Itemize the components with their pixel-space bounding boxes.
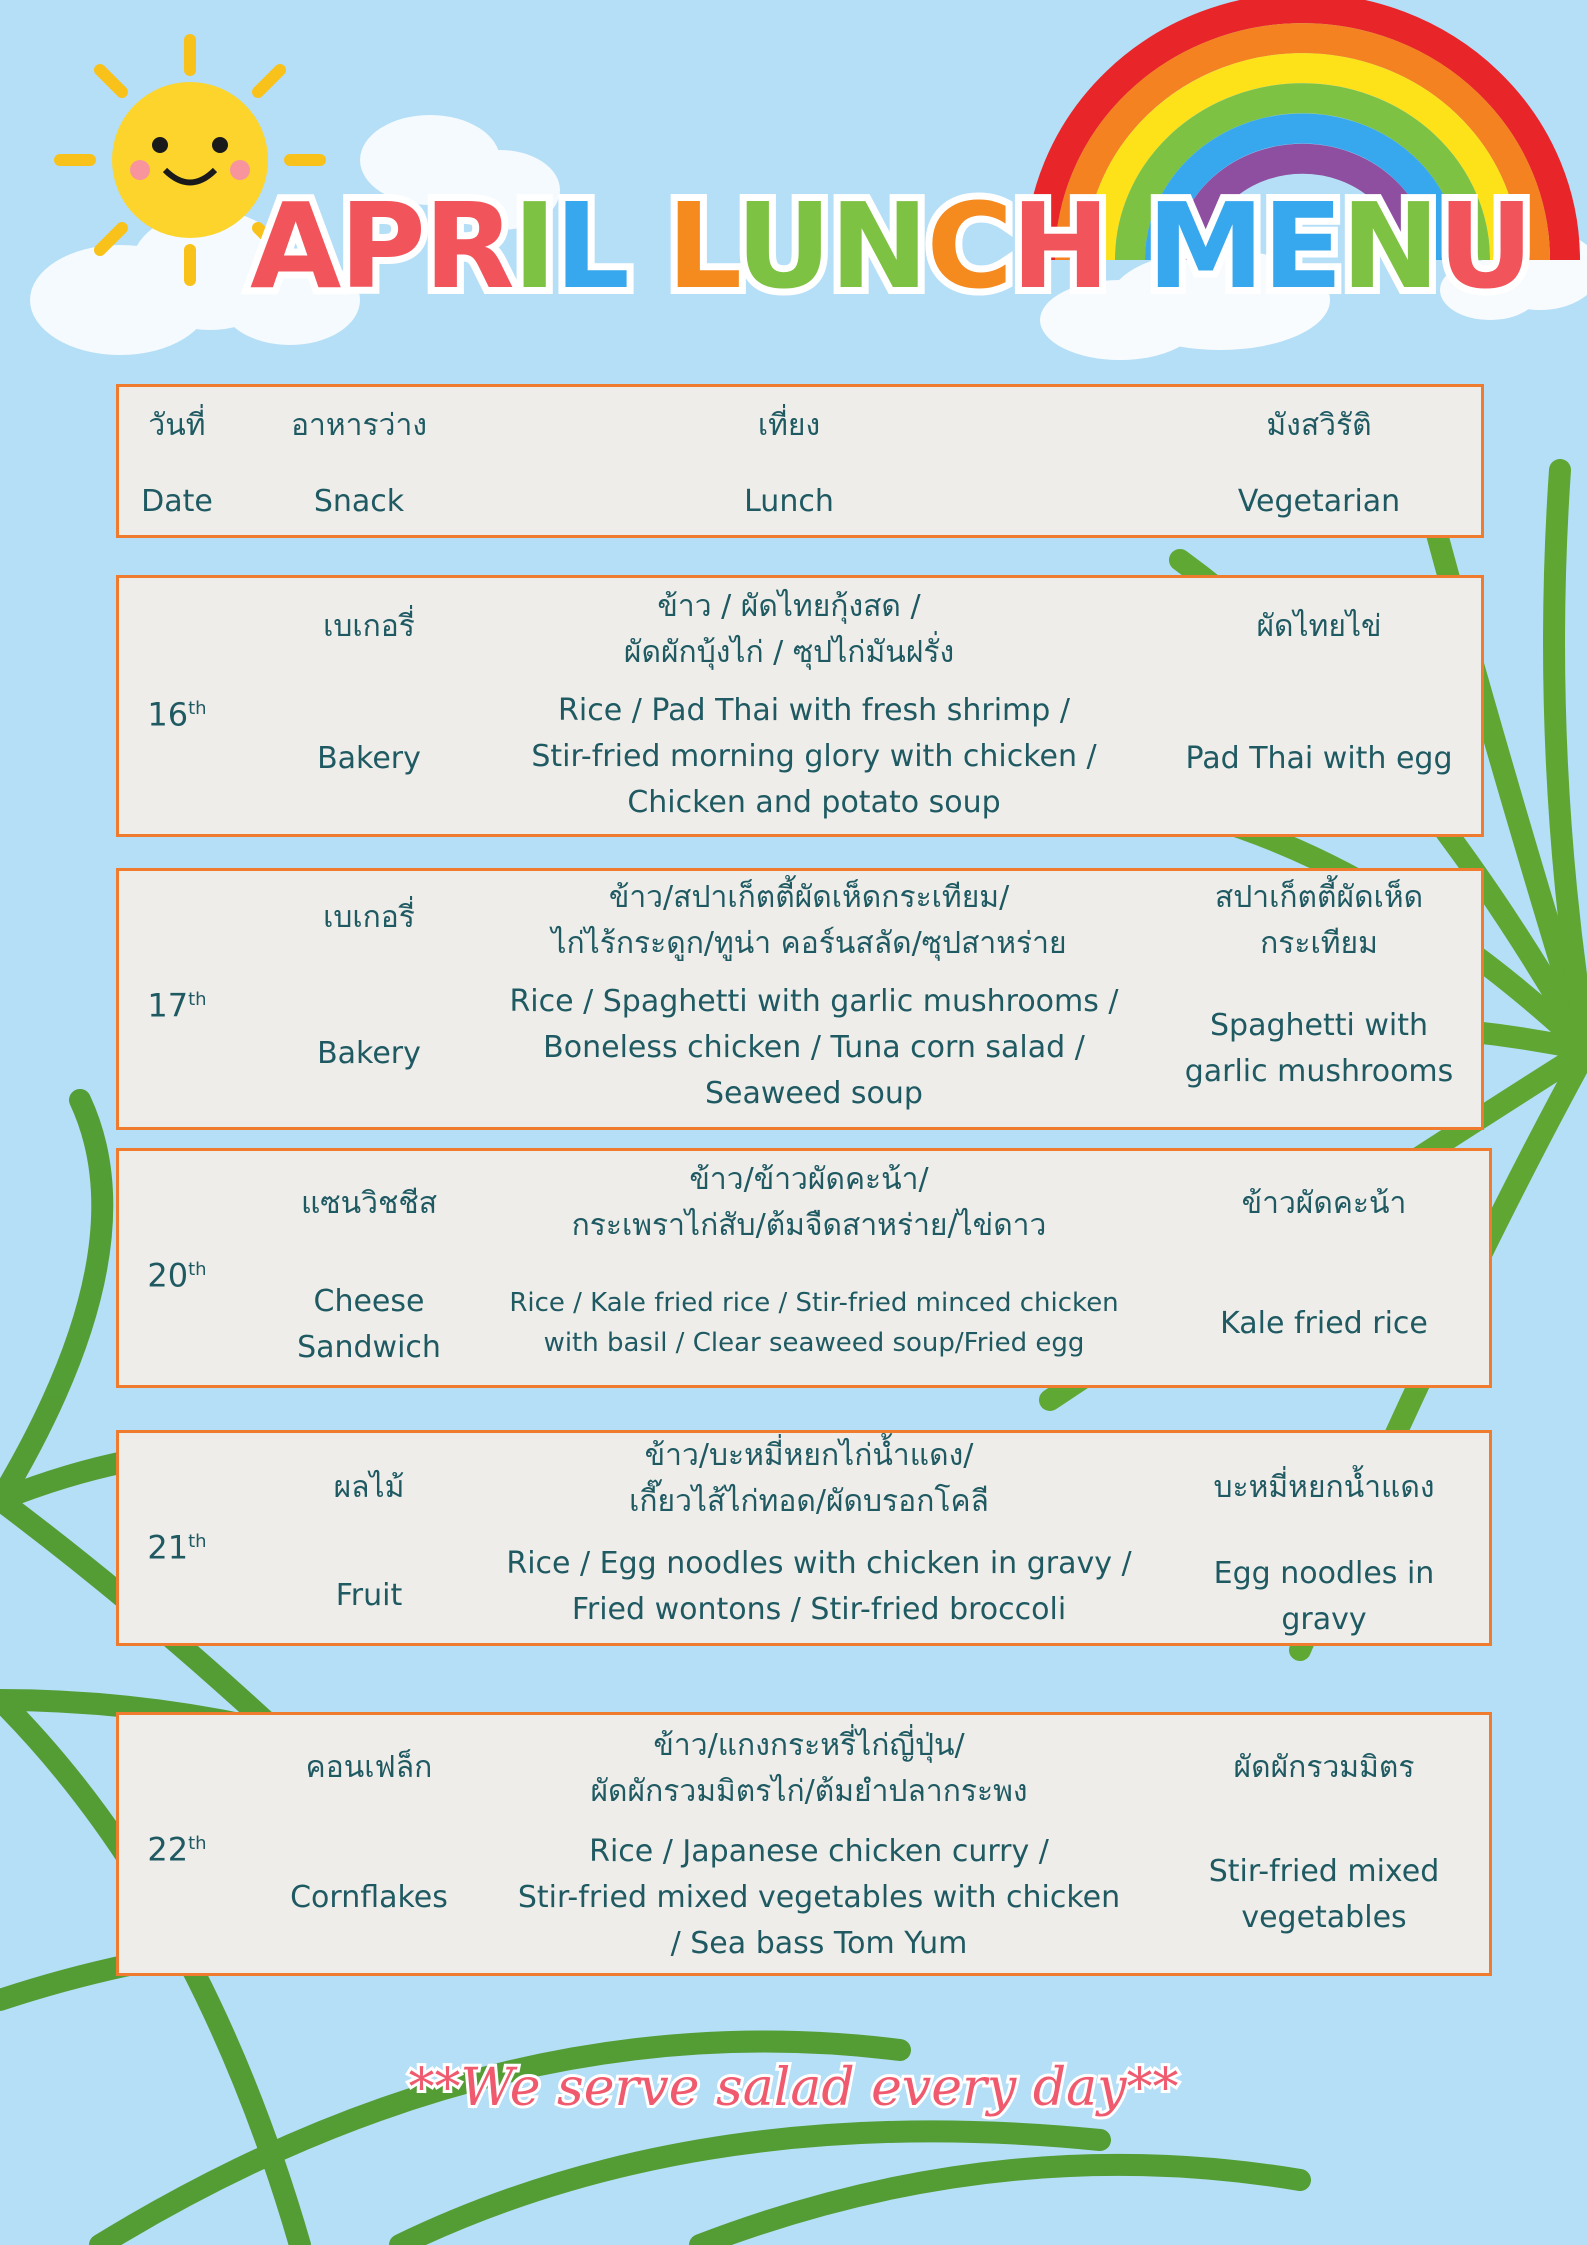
row-lunch-en: Rice / Kale fried rice / Stir-fried minced chicken with basil / Clear seaweed soup/Fried egg: [509, 1288, 1119, 1358]
title-letter: M: [1146, 177, 1263, 315]
row-lunch-en: Rice / Egg noodles with chicken in gravy / Fried wontons / Stir-fried broccoli: [506, 1546, 1132, 1627]
title-letter: [1108, 177, 1147, 315]
row-lunch-th: ข้าว/สปาเก็ตตี้ผัดเห็ดกระเทียม/ ไก่ไร้กระดูก/ทูน่า คอร์นสลัด/ซุปสาหร่าย: [551, 880, 1067, 961]
row-lunch-en: Rice / Japanese chicken curry / Stir-fried mixed vegetables with chicken / Sea bass Tom Yum: [517, 1834, 1121, 1961]
row-veg-en: Stir-fried mixed vegetables: [1208, 1854, 1440, 1935]
menu-row-21: [116, 1430, 1492, 1646]
title-letter: E: [1262, 177, 1341, 315]
row-veg-en: Kale fried rice: [1220, 1306, 1428, 1341]
row-veg-th: ผัดไทยไข่: [1256, 609, 1382, 644]
title-letter: U: [735, 177, 830, 315]
page-title: [250, 176, 1532, 316]
menu-row-17: [116, 868, 1484, 1130]
snack-header-th: อาหารว่าง: [291, 408, 427, 443]
lunch-header-en: Lunch: [744, 484, 834, 519]
title-letter: A: [250, 177, 340, 315]
row-veg-th: บะหมี่หยกน้ำแดง: [1213, 1470, 1435, 1505]
row-date: 22th: [147, 1830, 207, 1869]
title-letter: U: [1437, 177, 1532, 315]
title-letter: L: [554, 177, 628, 315]
row-date: 21th: [147, 1528, 207, 1567]
row-snack-th: เบเกอรี่: [323, 900, 415, 935]
row-veg-en: Spaghetti with garlic mushrooms: [1184, 1008, 1454, 1089]
row-lunch-th: ข้าว / ผัดไทยกุ้งสด / ผัดผักบุ้งไก่ / ซุปไก่มันฝรั่ง: [623, 589, 955, 670]
title-letter: L: [666, 177, 736, 315]
title-letter: I: [512, 177, 555, 315]
row-snack-th: เบเกอรี่: [323, 609, 415, 644]
row-snack-th: คอนเฟล็ก: [305, 1750, 433, 1785]
row-date: 17th: [147, 986, 207, 1025]
menu-row-22: [116, 1712, 1492, 1976]
title-letter: R: [423, 177, 513, 315]
veg-header-en: Vegetarian: [1237, 484, 1401, 519]
row-snack-th: ผลไม้: [333, 1470, 405, 1505]
date-header-en: Date: [141, 484, 213, 519]
row-snack-en: Bakery: [317, 741, 421, 776]
veg-header-th: มังสวิรัติ: [1266, 408, 1372, 443]
salad-footer-note: **We serve salad every day**: [408, 2058, 1179, 2118]
row-lunch-th: ข้าว/บะหมี่หยกไก่น้ำแดง/ เกี๊ยวไส้ไก่ทอด/ผัดบรอกโคลี: [629, 1438, 989, 1519]
row-lunch-en: Rice / Spaghetti with garlic mushrooms / Boneless chicken / Tuna corn salad / Seaweed soup: [509, 984, 1119, 1111]
title-letter: N: [1340, 177, 1438, 315]
menu-row-20: [116, 1148, 1492, 1388]
row-snack-th: แซนวิชชีส: [300, 1186, 438, 1221]
lunch-header-th: เที่ยง: [757, 408, 821, 443]
row-veg-en: Egg noodles in gravy: [1213, 1556, 1435, 1637]
title-letter: [628, 177, 667, 315]
row-snack-en: Cheese Sandwich: [297, 1284, 441, 1365]
date-header-th: วันที่: [148, 408, 206, 443]
row-snack-en: Fruit: [335, 1578, 403, 1613]
row-lunch-th: ข้าว/ข้าวผัดคะน้า/ กระเพราไก่สับ/ต้มจืดสาหร่าย/ไข่ดาว: [571, 1162, 1047, 1243]
row-veg-th: ผัดผักรวมมิตร: [1233, 1750, 1415, 1785]
row-snack-en: Cornflakes: [290, 1880, 448, 1915]
snack-header-en: Snack: [313, 484, 405, 519]
row-lunch-th: ข้าว/แกงกระหรี่ไก่ญี่ปุ่น/ ผัดผักรวมมิตรไก่/ต้มยำปลากระพง: [590, 1728, 1028, 1809]
title-letter: H: [1011, 177, 1108, 315]
title-letter: N: [829, 177, 927, 315]
header-row: [116, 384, 1484, 538]
row-veg-en: Pad Thai with egg: [1185, 741, 1453, 776]
row-lunch-en: Rice / Pad Thai with fresh shrimp / Stir-fried morning glory with chicken / Chicken and potato soup: [531, 693, 1097, 820]
title-letter: P: [339, 177, 424, 315]
row-veg-th: สปาเก็ตตี้ผัดเห็ด กระเทียม: [1214, 880, 1424, 961]
title-letter: C: [926, 177, 1012, 315]
menu-row-16: [116, 575, 1484, 837]
row-veg-th: ข้าวผัดคะน้า: [1241, 1186, 1407, 1221]
row-date: 16th: [147, 695, 207, 734]
row-date: 20th: [147, 1256, 207, 1295]
row-snack-en: Bakery: [317, 1036, 421, 1071]
